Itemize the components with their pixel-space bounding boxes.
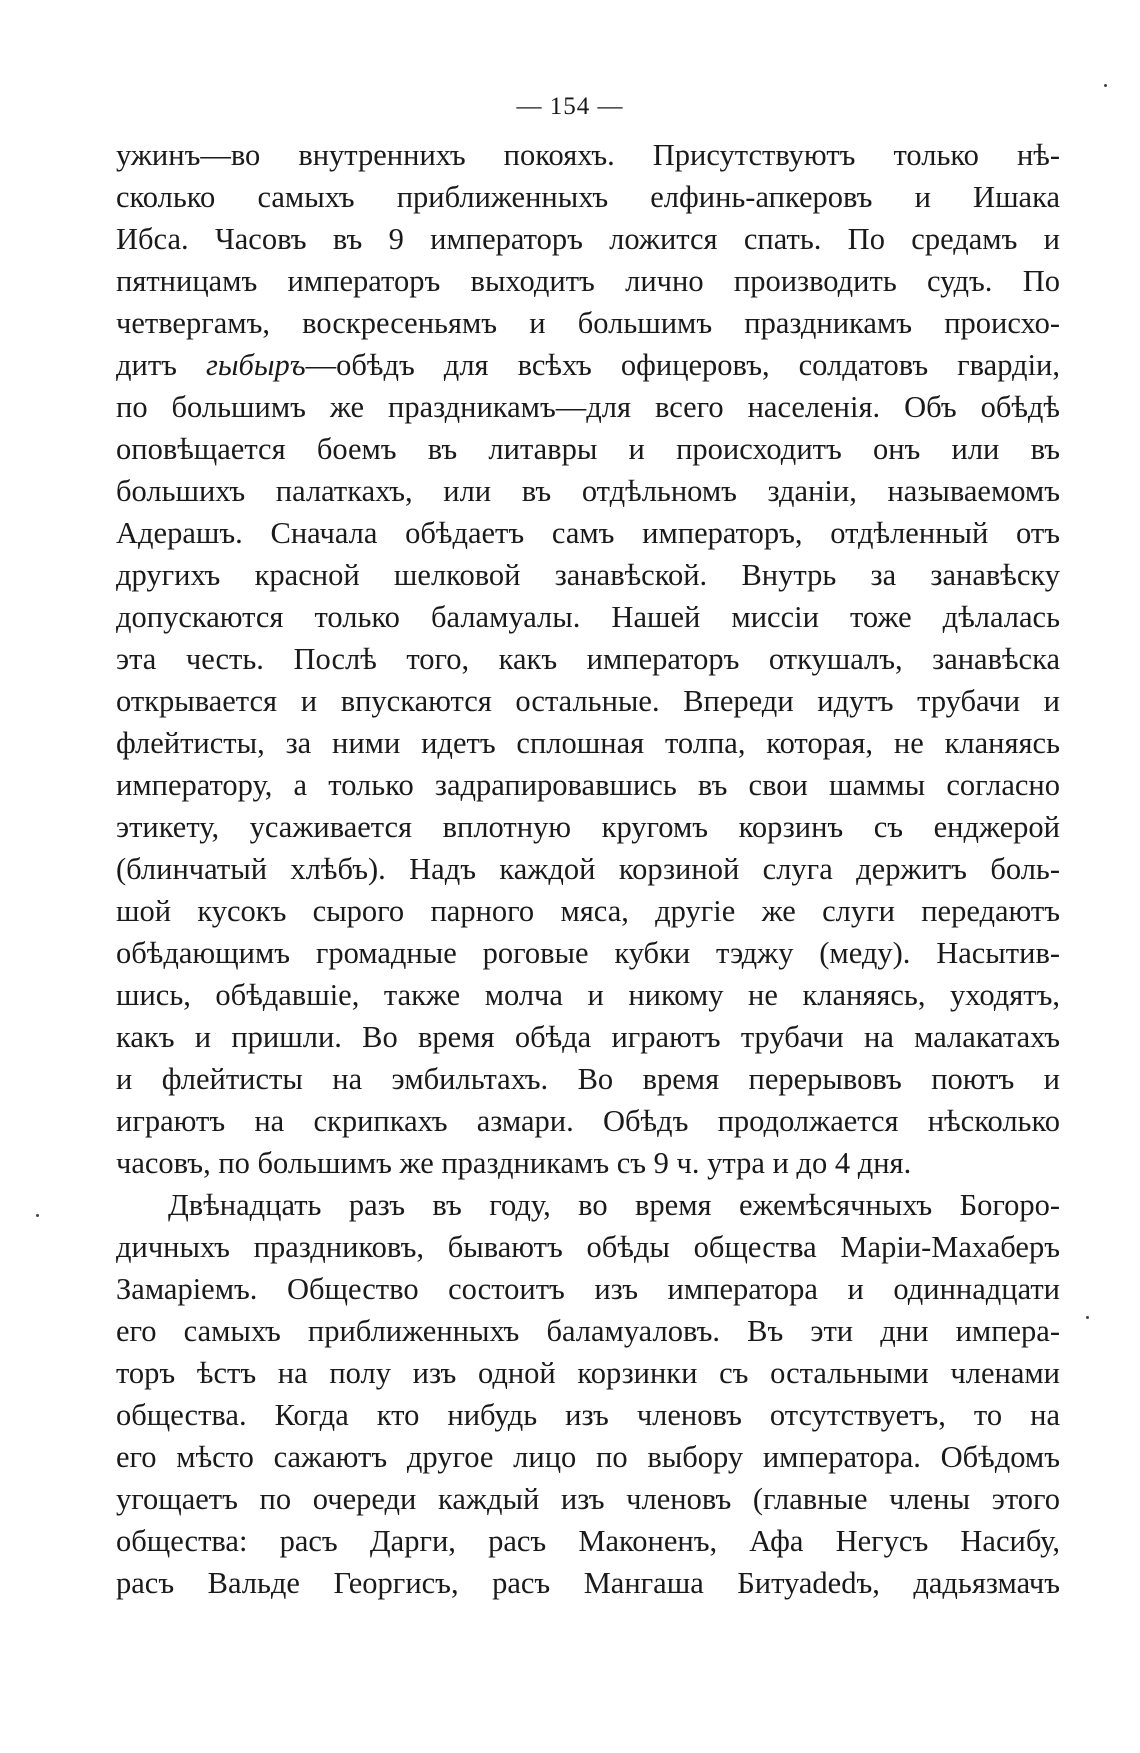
scan-speck xyxy=(1104,84,1107,87)
text-line: играютъ на скрипкахъ азмари. Обѣдъ продолжается нѣсколько xyxy=(116,1104,1060,1138)
page-number: — 154 — xyxy=(516,93,624,120)
text-line: другихъ красной шелковой занавѣской. Внутрь за занавѣску xyxy=(116,558,1060,592)
text-line: часовъ, по большимъ же праздникамъ съ 9 ч. утра и до 4 дня. xyxy=(116,1146,912,1180)
text-line: дичныхъ праздниковъ, бываютъ обѣды общества Маріи-Махаберъ xyxy=(116,1230,1060,1264)
italic-term: гыбыръ xyxy=(206,348,306,382)
body-text xyxy=(116,134,1060,1604)
text-line: оповѣщается боемъ въ литавры и происходитъ онъ или въ xyxy=(116,432,1060,466)
text-line: по большимъ же праздникамъ—для всего населенія. Объ обѣдѣ xyxy=(116,390,1060,424)
text-line: угощаетъ по очереди каждый изъ членовъ (главные члены этого xyxy=(116,1482,1060,1516)
text-line-with-italic-term: дитъ гыбыръ—обѣдъ для всѣхъ офицеровъ, солдатовъ гвардіи, xyxy=(116,348,1060,382)
text-line: допускаются только баламуалы. Нашей миссіи тоже дѣлалась xyxy=(116,600,1060,634)
text-line: четвергамъ, воскресеньямъ и большимъ праздникамъ происхо- xyxy=(116,306,1060,340)
text-line: Адерашъ. Сначала обѣдаетъ самъ императоръ, отдѣленный отъ xyxy=(116,516,1060,550)
text-line: его самыхъ приближенныхъ баламуаловъ. Въ эти дни импера- xyxy=(116,1314,1060,1348)
text-line: (блинчатый хлѣбъ). Надъ каждой корзиной слуга держитъ боль- xyxy=(116,852,1060,886)
text-line: общества. Когда кто нибудь изъ членовъ отсутствуетъ, то на xyxy=(116,1398,1060,1432)
text-line: обѣдающимъ громадные роговые кубки тэджу (меду). Насытив- xyxy=(116,936,1060,970)
text-line: и флейтисты на эмбильтахъ. Во время перерывовъ поютъ и xyxy=(116,1062,1060,1096)
scan-speck xyxy=(1086,1316,1089,1319)
text-line: его мѣсто сажаютъ другое лицо по выбору императора. Обѣдомъ xyxy=(116,1440,1060,1474)
text-line: императору, а только задрапировавшись въ свои шаммы согласно xyxy=(116,768,1060,802)
text-line: пятницамъ императоръ выходитъ лично производить судъ. По xyxy=(116,264,1060,298)
text-line: большихъ палаткахъ, или въ отдѣльномъ зданіи, называемомъ xyxy=(116,474,1060,508)
text-line: эта честь. Послѣ того, какъ императоръ откушалъ, занавѣска xyxy=(116,642,1060,676)
text-line-paragraph-start: Двѣнадцать разъ въ году, во время ежемѣсячныхъ Богоро- xyxy=(168,1188,1060,1222)
text-line: торъ ѣстъ на полу изъ одной корзинки съ остальными членами xyxy=(116,1356,1060,1390)
text-line: шись, обѣдавшіе, также молча и никому не кланяясь, уходятъ, xyxy=(116,978,1060,1012)
text-line: открывается и впускаются остальные. Впереди идутъ трубачи и xyxy=(116,684,1060,718)
text-line: расъ Вальде Георгисъ, расъ Мангаша Битуаdedъ, дадьязмачъ xyxy=(116,1566,1060,1600)
text-line: общества: расъ Дарги, расъ Маконенъ, Афа Негусъ Насибу, xyxy=(116,1524,1060,1558)
text-line: ужинъ—во внутреннихъ покояхъ. Присутствуютъ только нѣ- xyxy=(116,138,1060,172)
text-line: сколько самыхъ приближенныхъ елфинь-апкеровъ и Ишака xyxy=(116,180,1060,214)
text-line: шой кусокъ сырого парного мяса, другіе же слуги передаютъ xyxy=(116,894,1060,928)
text-line: этикету, усаживается вплотную кругомъ корзинъ съ енджерой xyxy=(116,810,1060,844)
text-line: Замаріемъ. Общество состоитъ изъ императора и одиннадцати xyxy=(116,1272,1060,1306)
text-line: флейтисты, за ними идетъ сплошная толпа, которая, не кланяясь xyxy=(116,726,1060,760)
text-line: какъ и пришли. Во время обѣда играютъ трубачи на малакатахъ xyxy=(116,1020,1060,1054)
scan-speck xyxy=(36,1214,39,1217)
text-line: Ибса. Часовъ въ 9 императоръ ложится спать. По средамъ и xyxy=(116,222,1060,256)
